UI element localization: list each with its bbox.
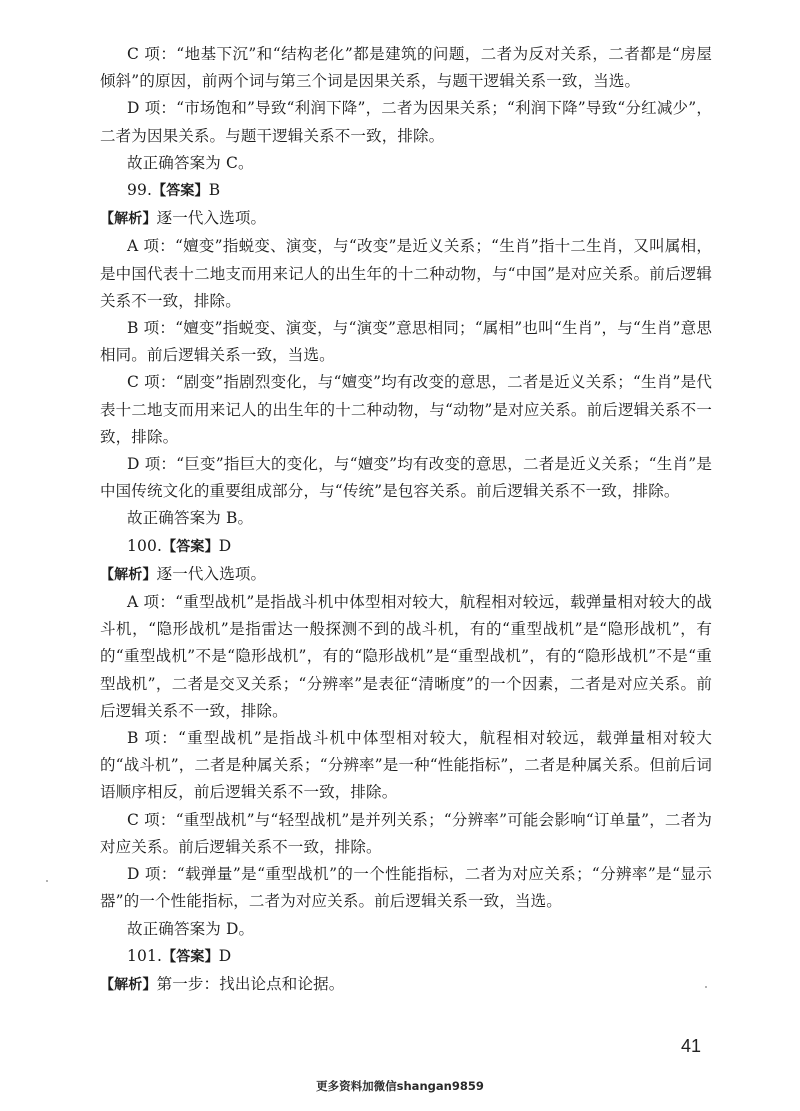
q99-option-a: A 项：“嬗变”指蜕变、演变，与“改变”是近义关系；“生肖”指十二生肖，又叫属相，是中国代表十二地支而用来记人的出生年的十二种动物，与“中国”是对应关系。前后逻辑关系不一致，排除。 [100, 237, 712, 310]
q99-answer-value: B [208, 181, 221, 200]
q101-answer-tag: 【答案】 [162, 948, 219, 965]
q99-option-d: D 项：“巨变”指巨大的变化，与“嬗变”均有改变的意思，二者是近义关系；“生肖”是中国传统文化的重要组成部分，与“传统”是包容关系。前后逻辑关系不一致，排除。 [100, 455, 712, 501]
q100-option-c: C 项：“重型战机”与“轻型战机”是并列关系；“分辨率”可能会影响“订单量”，二者为对应关系。前后逻辑关系不一致，排除。 [100, 810, 712, 856]
q101-analysis-line [100, 971, 712, 999]
q98-option-c: C 项：“地基下沉”和“结构老化”都是建筑的问题，二者为反对关系，二者都是“房屋倾斜”的原因，前两个词与第三个词是因果关系，与题干逻辑关系一致，当选。 [100, 45, 712, 91]
q99-answer-tag: 【答案】 [152, 183, 209, 200]
q100-analysis-text: 逐一代入选项。 [156, 564, 267, 583]
q99-answer-line [100, 177, 712, 205]
footer-note: 更多资料加微信shangan9859 [316, 1079, 484, 1093]
page-content [100, 41, 712, 999]
q99-analysis-line [100, 205, 712, 233]
q100-answer-line [100, 533, 712, 561]
q101-number: 101. [127, 946, 163, 965]
q99-analysis-tag: 【解析】 [100, 211, 157, 228]
q98-option-d: D 项：“市场饱和”导致“利润下降”，二者为因果关系；“利润下降”导致“分红减少”，二者为因果关系。与题干逻辑关系不一致，排除。 [100, 99, 712, 145]
q101-answer-value: D [218, 946, 232, 965]
q98-conclusion: 故正确答案为 C。 [127, 153, 254, 172]
q100-answer-value: D [218, 536, 232, 555]
q99-number: 99. [127, 181, 153, 200]
q99-analysis-text: 逐一代入选项。 [156, 209, 267, 228]
q99-conclusion: 故正确答案为 B。 [127, 509, 254, 528]
scan-speck [46, 880, 48, 882]
q100-option-b: B 项：“重型战机”是指战斗机中体型相对较大，航程相对较远，载弹量相对较大的“战斗机”，二者是种属关系；“分辨率”是一种“性能指标”，二者是种属关系。但前后词语顺序相反，前后逻辑关系不一致，排除。 [100, 729, 712, 802]
q99-option-b: B 项：“嬗变”指蜕变、演变，与“演变”意思相同；“属相”也叫“生肖”，与“生肖”意思相同。前后逻辑关系一致，当选。 [100, 319, 712, 365]
q101-analysis-tag: 【解析】 [100, 976, 157, 993]
q100-analysis-line [100, 561, 712, 589]
q100-option-d: D 项：“载弹量”是“重型战机”的一个性能指标，二者为对应关系；“分辨率”是“显示器”的一个性能指标，二者为对应关系。前后逻辑关系一致，当选。 [100, 865, 712, 911]
scan-speck [705, 986, 707, 988]
q101-answer-line [100, 943, 712, 971]
q100-number: 100. [127, 536, 163, 555]
q99-option-c: C 项：“剧变”指剧烈变化，与“嬗变”均有改变的意思，二者是近义关系；“生肖”是代表十二地支而用来记人的出生年的十二种动物，与“动物”是对应关系。前后逻辑关系不一致，排除。 [100, 373, 712, 446]
q100-analysis-tag: 【解析】 [100, 566, 157, 583]
page-number: 41 [681, 1036, 702, 1056]
q100-answer-tag: 【答案】 [162, 538, 219, 555]
q100-option-a: A 项：“重型战机”是指战斗机中体型相对较大，航程相对较远，载弹量相对较大的战斗机，“隐形战机”是指雷达一般探测不到的战斗机，有的“重型战机”是“隐形战机”，有的“重型战机”不是“隐形战机”，有的“隐形战机”是“重型战机”，有的“隐形战机”不是“重型战机”，二者是交叉关系；“分辨率”是表征“清晰度”的一个因素，二者是对应关系。前后逻辑关系不一致，排除。 [100, 593, 712, 720]
q101-analysis-text: 第一步：找出论点和论据。 [156, 974, 345, 993]
q100-conclusion: 故正确答案为 D。 [127, 919, 255, 938]
